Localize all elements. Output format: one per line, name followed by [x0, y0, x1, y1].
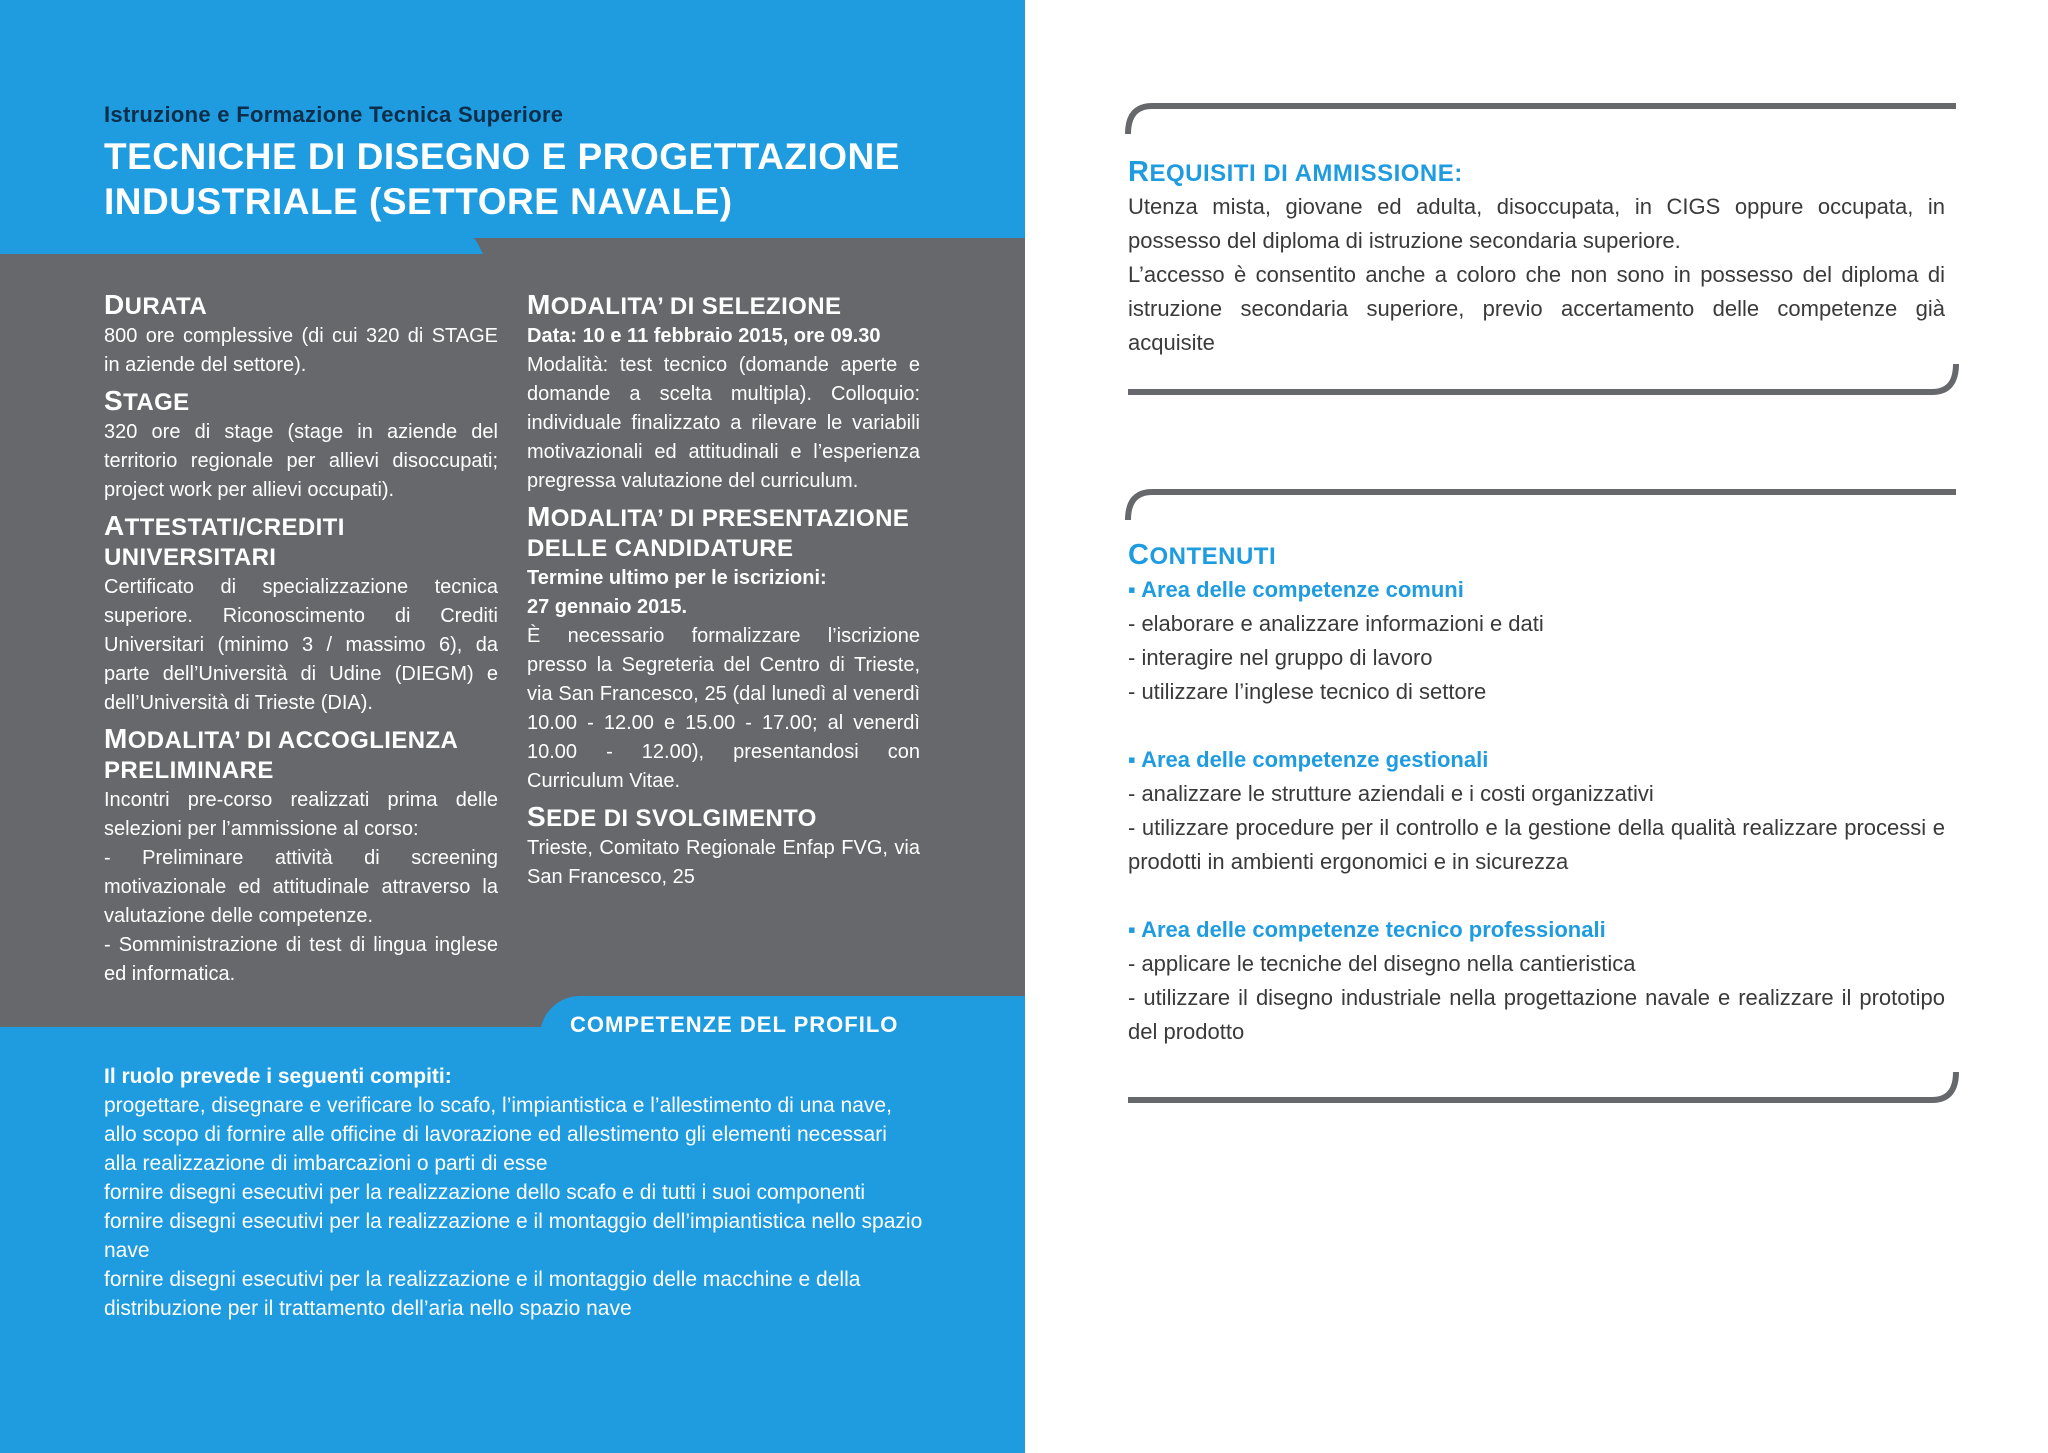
contenuti-top-divider [1124, 486, 1960, 526]
area-item: - utilizzare il disegno industriale nella progettazione navale e realizzare il prototipo del prodotto [1128, 985, 1945, 1044]
requisiti-bottom-divider [1124, 362, 1960, 402]
stage-section [104, 386, 498, 505]
info-column-left [104, 290, 498, 995]
selezione-section [527, 290, 920, 496]
accoglienza-section [104, 724, 498, 989]
course-title [104, 134, 1004, 224]
accoglienza-heading: MODALITA’ DI ACCOGLIENZA PRELIMINARE [104, 723, 458, 784]
area-block [1128, 743, 1945, 879]
area-item: - interagire nel gruppo di lavoro [1128, 645, 1433, 670]
selezione-heading: MODALITA’ DI SELEZIONE [527, 289, 842, 320]
profile-section [104, 1062, 924, 1323]
presentazione-heading: MODALITA’ DI PRESENTAZIONE DELLE CANDIDATURE [527, 501, 910, 562]
profile-line: fornire disegni esecutivi per la realizzazione dello scafo e di tutti i suoi componenti [104, 1181, 866, 1204]
area-item: - elaborare e analizzare informazioni e dati [1128, 611, 1544, 636]
profile-line: progettare, disegnare e verificare lo scafo, l’impiantistica e l’allestimento di una nave, allo scopo di fornire alle officine di lavorazione ed allestimento gli elementi necessari alla realizzazione di imbarcazioni o parti di esse [104, 1094, 892, 1175]
selezione-date: Data: 10 e 11 febbraio 2015, ore 09.30 [527, 325, 881, 347]
attestati-section [104, 511, 498, 718]
requisiti-body [1128, 190, 1945, 360]
area-item: - utilizzare procedure per il controllo e la gestione della qualità realizzare processi e prodotti in ambienti ergonomici e in sicurezza [1128, 815, 1945, 874]
presentazione-text: È necessario formalizzare l’iscrizione presso la Segreteria del Centro di Trieste, via San Francesco, 25 (dal lunedì al venerdì 10.00 - 12.00 e 15.00 - 17.00; al venerdì 10.00 - 12.00), presentandosi con Curriculum Vitae. [527, 625, 920, 792]
profile-line: fornire disegni esecutivi per la realizzazione e il montaggio dell’impiantistica nello spazio nave [104, 1210, 923, 1262]
stage-heading: STAGE [104, 385, 190, 416]
selezione-text: Modalità: test tecnico (domande aperte e domande a scelta multipla). Colloquio: individuale finalizzato a rilevare le variabili motivazionali ed attitudinali e l’esperienza pregressa valutazione del curriculum. [527, 354, 920, 492]
requisiti-top-divider [1124, 100, 1960, 140]
profile-label: COMPETENZE DEL PROFILO [570, 1012, 899, 1037]
durata-section [104, 290, 498, 380]
program-eyebrow: Istruzione e Formazione Tecnica Superiore [104, 102, 564, 127]
area-block [1128, 573, 1945, 709]
sede-section [527, 802, 920, 892]
stage-text: 320 ore di stage (stage in aziende del territorio regionale per allievi disoccupati; project work per allievi occupati). [104, 421, 498, 501]
area-item: - utilizzare l’inglese tecnico di settore [1128, 679, 1487, 704]
accoglienza-line: - Preliminare attività di screening motivazionale ed attitudinale attraverso la valutazione delle competenze. [104, 847, 498, 927]
requisiti-text-2: L’accesso è consentito anche a coloro che non sono in possesso del diploma di istruzione secondaria superiore, previo accertamento delle competenze già acquisite [1128, 262, 1945, 355]
area-item: - analizzare le strutture aziendali e i costi organizzativi [1128, 781, 1654, 806]
accoglienza-line: - Somministrazione di test di lingua inglese ed informatica. [104, 934, 498, 985]
area-heading: ▪ Area delle competenze tecnico professionali [1128, 917, 1606, 942]
profile-line: fornire disegni esecutivi per la realizzazione e il montaggio delle macchine e della distribuzione per il trattamento dell’aria nello spazio nave [104, 1268, 861, 1320]
area-item: - applicare le tecniche del disegno nella cantieristica [1128, 951, 1636, 976]
deadline-label: Termine ultimo per le iscrizioni: [527, 567, 827, 589]
course-title-line-2: INDUSTRIALE (SETTORE NAVALE) [104, 181, 733, 222]
requisiti-text-1: Utenza mista, giovane ed adulta, disoccupata, in CIGS oppure occupata, in possesso del diploma di istruzione secondaria superiore. [1128, 194, 1945, 253]
area-block [1128, 913, 1945, 1049]
contenuti-list [1128, 573, 1945, 1083]
area-heading: ▪ Area delle competenze gestionali [1128, 747, 1489, 772]
durata-text: 800 ore complessive (di cui 320 di STAGE in aziende del settore). [104, 325, 498, 376]
contenuti-heading: CONTENUTI [1128, 539, 1277, 571]
sede-text: Trieste, Comitato Regionale Enfap FVG, via San Francesco, 25 [527, 837, 920, 888]
info-column-middle [527, 290, 920, 898]
attestati-heading: ATTESTATI/CREDITI UNIVERSITARI [104, 510, 345, 571]
sede-heading: SEDE DI SVOLGIMENTO [527, 801, 817, 832]
course-title-line-1: TECNICHE DI DISEGNO E PROGETTAZIONE [104, 136, 900, 177]
panel-tab-edge [0, 230, 1025, 270]
presentazione-section [527, 502, 920, 796]
area-heading: ▪ Area delle competenze comuni [1128, 577, 1464, 602]
durata-heading: DURATA [104, 289, 208, 320]
profile-lead: Il ruolo prevede i seguenti compiti: [104, 1065, 452, 1088]
requisiti-heading: REQUISITI DI AMMISSIONE: [1128, 156, 1463, 188]
accoglienza-line: Incontri pre-corso realizzati prima delle selezioni per l’ammissione al corso: [104, 789, 498, 840]
attestati-text: Certificato di specializzazione tecnica superiore. Riconoscimento di Crediti Universitari (minimo 3 / massimo 6), da parte dell’Università di Udine (DIEGM) e dell’Università di Trieste (DIA). [104, 576, 498, 714]
deadline-date: 27 gennaio 2015. [527, 596, 688, 618]
